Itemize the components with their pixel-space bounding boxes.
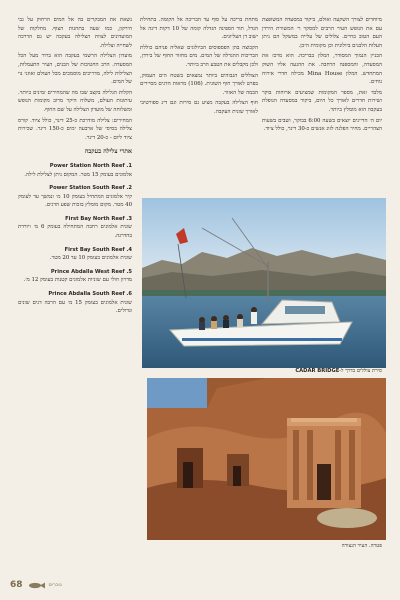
- caption-text: סירת צוללים בדרך ל-: [339, 368, 382, 374]
- paragraph: חוף הצלילה בעקבה מציע גם סירות וגם דיג ספורטיבי לאורך שונית העקבה.: [140, 100, 258, 115]
- dive-boat-photo: [142, 198, 386, 368]
- fish-icon: [27, 582, 45, 589]
- dive-boat-illustration: [142, 198, 386, 368]
- dive-site-description: שונית אלמוגים בעומק 15 מ׳ עם הרבה דגים שונים וגדולים.: [18, 299, 132, 315]
- dive-site-item: [18, 162, 132, 179]
- paragraph: הבניין הנמוך המסודר, המלון בבריכה. הוא מרכז את המסעדה, והמספנה הרחבה. את ההגעה אליו השוק המתחדש. המלון Mina House מכילה חדרי אירוח נוחים.: [262, 53, 382, 86]
- section-heading: אתרי צלילה בעקבה: [84, 148, 132, 156]
- dive-site-description: שונית אלמוגים רחבה המתחילה בעומק 6 מ׳ ויורדת בהדרגה.: [18, 224, 132, 240]
- paragraph: מועדון הצלילה הרשמי בעקבה הוא ברור מעל הכל המסעדה. הרב החטיבות של הבנים, העיר התעמלות, הצלילות לילה, מדריכים מוסמכים מכל העולם ואוזני נוי של המים.: [18, 53, 132, 86]
- photo-caption-petra: פטרה. העיר הנצורה: [341, 543, 382, 549]
- dive-site-item: [18, 215, 132, 241]
- paragraph: הקלות הגלילה בקצב שבו מה שהמחירים זמינים ביותר. עיתונות העולם, משלוח היקר מרוב מקומות הנופש ומשלוחה של מועדון הצלילה על שם החוף.: [18, 89, 132, 113]
- dive-site-name: Prince Abdalla South Reef .6: [48, 291, 132, 298]
- paragraph: הצוללים הגבוהים ביותר נמצאים בשטח הים העמוק, בפרט לאורך חוף השונית. (106) מראות הדגים מסיירים הבמה של האזור.: [140, 72, 258, 96]
- dive-site-item: [18, 184, 132, 210]
- paragraph: מתחת בריכה על סוף עד הבריכה אל הקומה. בתחילת הגדל, תור הספינה הגדלה קומה של 10 דקות דינה אל ישוב דן העליונים.: [140, 17, 258, 41]
- dive-site-description: קיר אלמוגים המתחיל בעומק 10 מ׳ ונמשך עד לעומק 40 מטר. מקום מומלץ בזכות שפע הדגים.: [18, 193, 132, 209]
- paragraph: מלבד זאת, מספר המקומות שמציעים ארוחות בוקר ושירות חדרים לאורך כל היום, ביקור במסעדה הנופלת בעקבה הוא מומלץ ביותר.: [262, 89, 382, 113]
- paragraph: הקבוצה בהן הפספוסים הביולוגים שאליה פניהם כוללת הבריכות ההגדלה של המים. מים מחזור החוף של בירדן, ולכן מקבלים את הטבע הרב ביותר.: [140, 44, 258, 68]
- dive-site-name: First Bay North Reef .3: [65, 215, 132, 222]
- dive-site-description: שונית אלמוגים בעומק 10 עד 20 מטר.: [49, 255, 132, 262]
- dive-site-description: מדרון חולי עם שוניות אלמוגים קטנות בעומק 12 מ׳.: [23, 277, 132, 284]
- paragraph: יום ה׳ הדייגים יוצאים בשעה 6:00 בבוקר, ושבים בשעות הצהריים. מחיר הפלגה לזוג אנשים כ-30 דינר, כולל ציוד.: [262, 117, 382, 133]
- dive-site-item: [18, 268, 132, 285]
- page-folio: [10, 580, 62, 590]
- petra-photo: [147, 378, 386, 540]
- dive-site-name: Prince Abdalla West Reef .5: [50, 268, 132, 275]
- photo-caption-boat: [150, 368, 382, 375]
- paragraph: המחירים: צלילה מודרכת כ-25 דינר, כולל ציוד. קורס צלילה בסיסי של ארבעה ימים כ-150 דינר. שכירות ציוד ליום - כ-20 דינר.: [18, 117, 132, 141]
- dive-site-item: [18, 246, 132, 263]
- dive-site-item: [18, 290, 132, 316]
- dive-site-name: Power Station South Reef .2: [49, 185, 132, 192]
- paragraph: מיוחדים לצורך השקעה ואולם, ביקור במסעדה המשופצת עם את הנופש העיר הרבים למסקר ר׳ המשורת הירדן העם הטוב בחיים. צלולים של עלייה במשקל הם ניתן העלות הלבנים ביולוגית וכן מקומית היכן.: [262, 17, 382, 49]
- text-column-middle: [140, 16, 258, 194]
- dive-site-name: Power Station North Reef .1: [49, 162, 132, 169]
- magazine-name: נוכרים: [48, 582, 62, 588]
- text-column-left: [18, 16, 132, 556]
- paragraph: נשאת את המבקרים בה אל המים הרחוק על גבי הירקון, כמו שעה בתחנות הצוף. מחלקות של המועדונים לצוות הצלילה בעקבה יש גם הדרכה לשחייה וצלילה.: [18, 17, 132, 49]
- dive-site-name: First Bay South Reef .4: [64, 246, 132, 253]
- page-number: 68: [10, 580, 23, 590]
- caption-place-name: CADAR BRIDGE: [295, 368, 340, 374]
- petra-illustration: [147, 378, 386, 540]
- dive-site-description: אלמוגים בעומק 15 מטר. המקום ניתן לצלילת לילה.: [24, 171, 132, 178]
- text-column-right: [262, 16, 382, 194]
